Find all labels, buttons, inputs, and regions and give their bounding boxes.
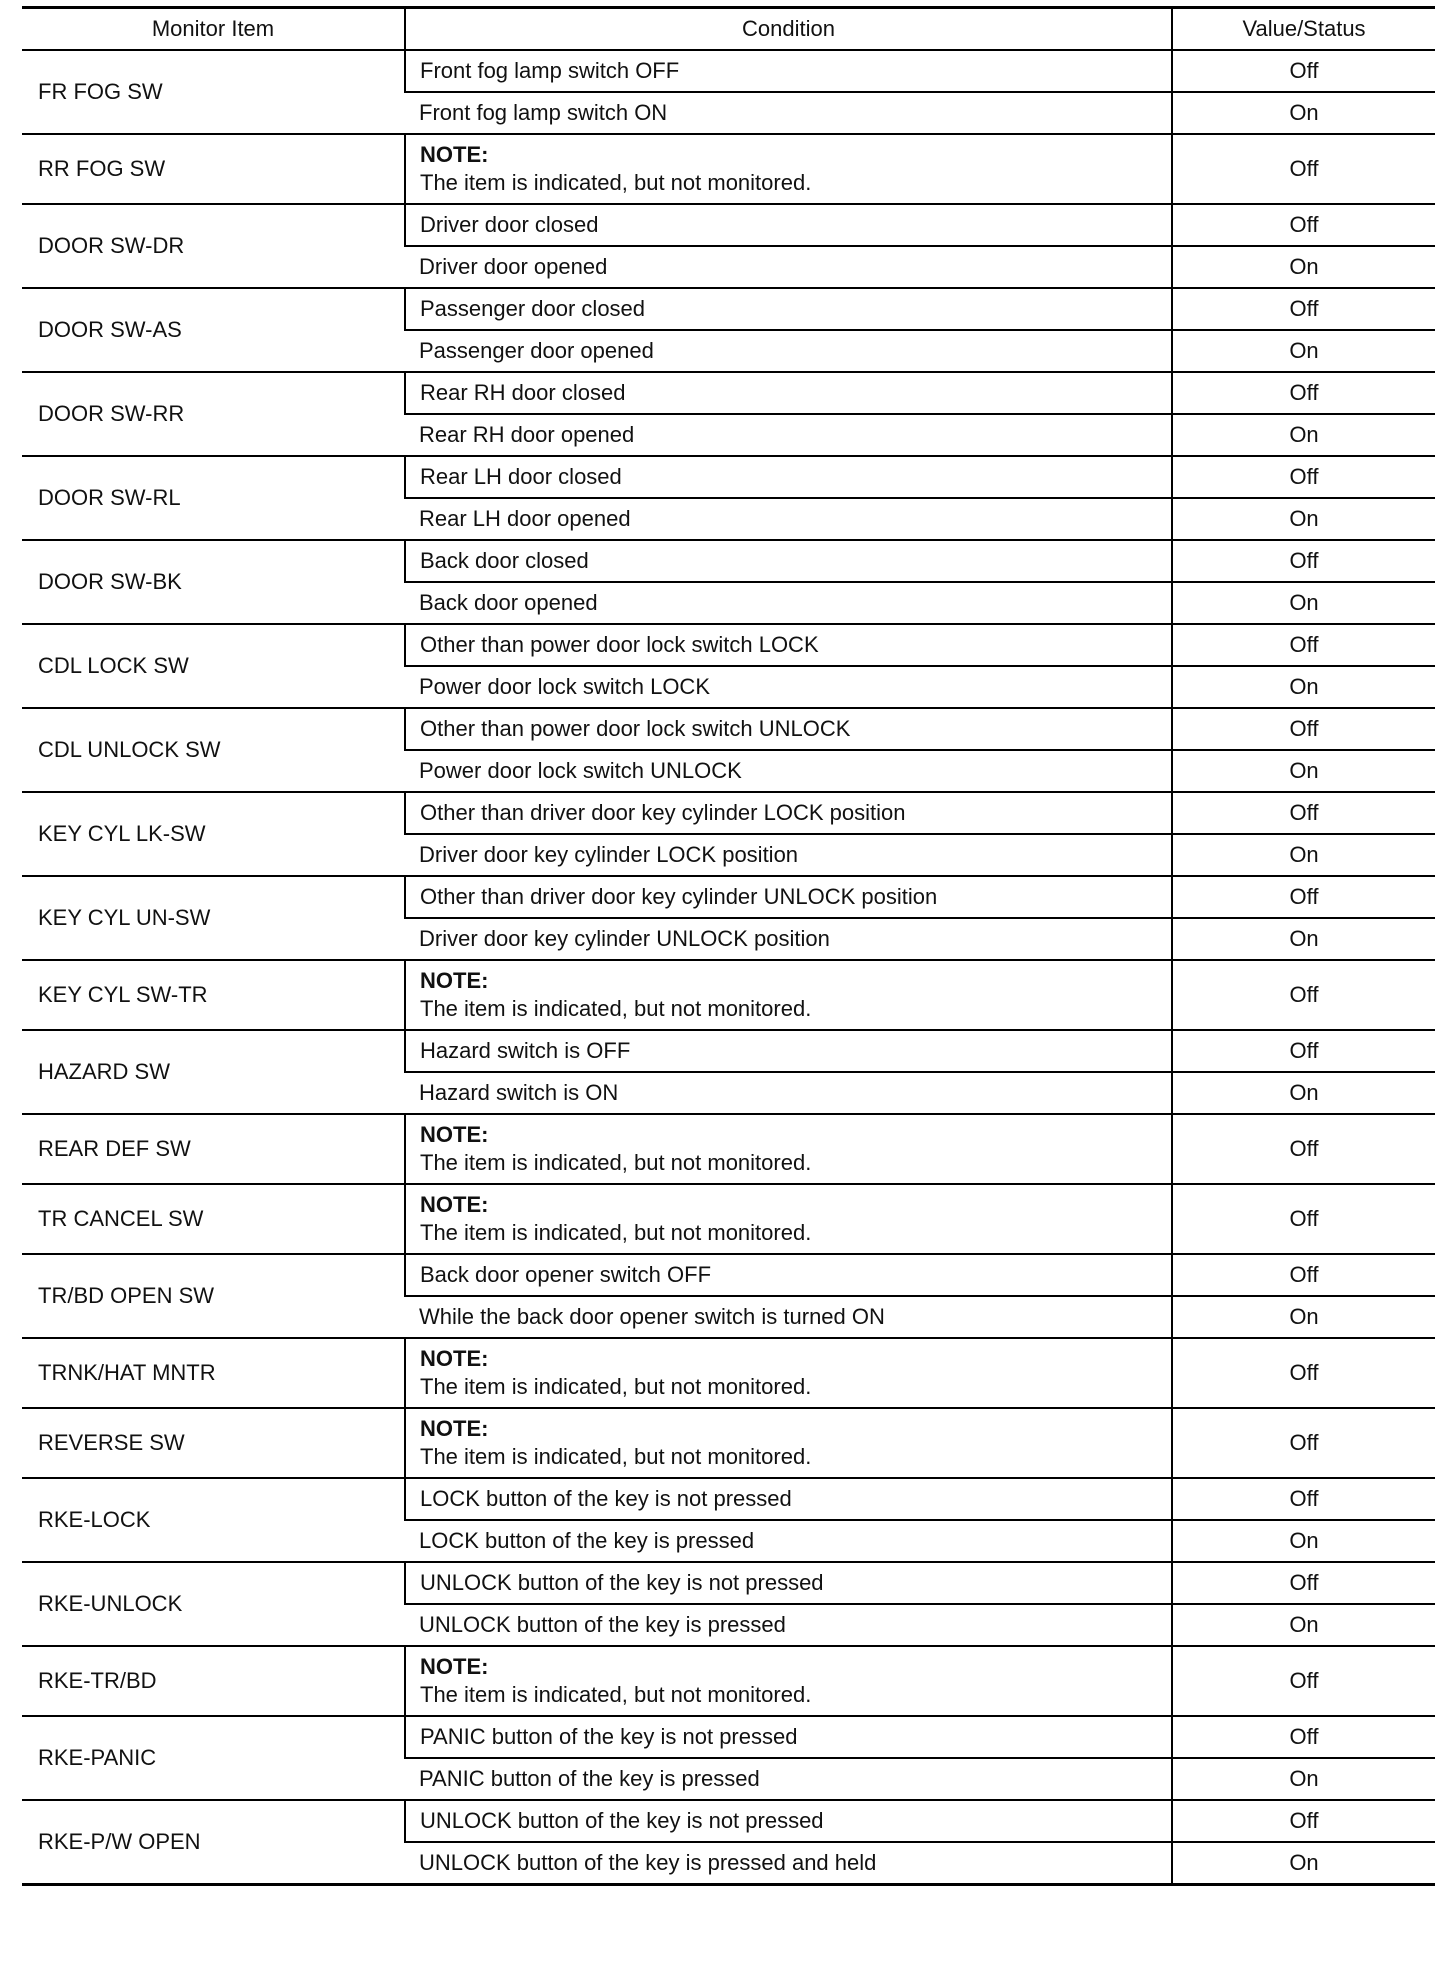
- value-status-cell: Off: [1172, 50, 1435, 92]
- condition-cell: PANIC button of the key is not pressed: [405, 1716, 1172, 1758]
- condition-cell: Driver door opened: [405, 246, 1172, 288]
- table-row: [22, 1716, 1435, 1758]
- value-status-cell: On: [1172, 246, 1435, 288]
- value-status-cell: Off: [1172, 1800, 1435, 1842]
- condition-cell: LOCK button of the key is not pressed: [405, 1478, 1172, 1520]
- header-monitor-item: Monitor Item: [22, 8, 405, 51]
- condition-cell: Back door opener switch OFF: [405, 1254, 1172, 1296]
- condition-cell: UNLOCK button of the key is pressed: [405, 1604, 1172, 1646]
- table-row: [22, 50, 1435, 92]
- monitor-item-cell: DOOR SW-AS: [22, 288, 405, 372]
- condition-cell: Power door lock switch UNLOCK: [405, 750, 1172, 792]
- table-row: [22, 1646, 1435, 1716]
- header-condition: Condition: [405, 8, 1172, 51]
- note-text: The item is indicated, but not monitored.: [420, 170, 812, 195]
- condition-cell: Back door opened: [405, 582, 1172, 624]
- condition-cell: Driver door key cylinder UNLOCK position: [405, 918, 1172, 960]
- value-status-cell: Off: [1172, 1254, 1435, 1296]
- value-status-cell: Off: [1172, 1114, 1435, 1184]
- monitor-item-cell: DOOR SW-RR: [22, 372, 405, 456]
- monitor-item-cell: RR FOG SW: [22, 134, 405, 204]
- note-text: The item is indicated, but not monitored.: [420, 1220, 812, 1245]
- table-row: [22, 960, 1435, 1030]
- monitor-item-cell: DOOR SW-BK: [22, 540, 405, 624]
- condition-note-cell: [405, 134, 1172, 204]
- value-status-cell: Off: [1172, 792, 1435, 834]
- monitor-item-cell: TR CANCEL SW: [22, 1184, 405, 1254]
- value-status-cell: Off: [1172, 1408, 1435, 1478]
- monitor-item-cell: REAR DEF SW: [22, 1114, 405, 1184]
- value-status-cell: Off: [1172, 288, 1435, 330]
- condition-cell: Driver door closed: [405, 204, 1172, 246]
- table-row: [22, 1562, 1435, 1604]
- note-text: The item is indicated, but not monitored.: [420, 1150, 812, 1175]
- condition-cell: Front fog lamp switch ON: [405, 92, 1172, 134]
- value-status-cell: On: [1172, 92, 1435, 134]
- value-status-cell: On: [1172, 414, 1435, 456]
- condition-note-cell: [405, 1408, 1172, 1478]
- table-header-row: [22, 8, 1435, 51]
- value-status-cell: Off: [1172, 1478, 1435, 1520]
- table-row: [22, 1478, 1435, 1520]
- monitor-item-cell: TR/BD OPEN SW: [22, 1254, 405, 1338]
- note-text: The item is indicated, but not monitored.: [420, 1444, 812, 1469]
- value-status-cell: Off: [1172, 1562, 1435, 1604]
- monitor-item-cell: KEY CYL LK-SW: [22, 792, 405, 876]
- value-status-cell: On: [1172, 750, 1435, 792]
- value-status-cell: On: [1172, 666, 1435, 708]
- table-row: [22, 134, 1435, 204]
- monitor-item-cell: HAZARD SW: [22, 1030, 405, 1114]
- value-status-cell: Off: [1172, 456, 1435, 498]
- monitor-item-cell: CDL LOCK SW: [22, 624, 405, 708]
- value-status-cell: On: [1172, 330, 1435, 372]
- value-status-cell: On: [1172, 582, 1435, 624]
- value-status-cell: Off: [1172, 540, 1435, 582]
- table-row: [22, 1030, 1435, 1072]
- condition-cell: Rear RH door closed: [405, 372, 1172, 414]
- monitor-item-cell: KEY CYL UN-SW: [22, 876, 405, 960]
- table-row: [22, 708, 1435, 750]
- value-status-cell: Off: [1172, 708, 1435, 750]
- note-label: NOTE:: [420, 1416, 489, 1441]
- value-status-cell: On: [1172, 498, 1435, 540]
- value-status-cell: On: [1172, 1758, 1435, 1800]
- value-status-cell: Off: [1172, 372, 1435, 414]
- condition-cell: Other than driver door key cylinder LOCK position: [405, 792, 1172, 834]
- table-row: [22, 204, 1435, 246]
- monitor-item-cell: REVERSE SW: [22, 1408, 405, 1478]
- value-status-cell: Off: [1172, 1338, 1435, 1408]
- value-status-cell: On: [1172, 1842, 1435, 1884]
- monitor-item-cell: RKE-LOCK: [22, 1478, 405, 1562]
- table-row: [22, 876, 1435, 918]
- condition-cell: Front fog lamp switch OFF: [405, 50, 1172, 92]
- condition-cell: While the back door opener switch is turned ON: [405, 1296, 1172, 1338]
- value-status-cell: On: [1172, 918, 1435, 960]
- monitor-item-cell: RKE-TR/BD: [22, 1646, 405, 1716]
- note-text: The item is indicated, but not monitored.: [420, 996, 812, 1021]
- condition-cell: LOCK button of the key is pressed: [405, 1520, 1172, 1562]
- monitor-item-table: [22, 6, 1435, 1886]
- monitor-item-cell: TRNK/HAT MNTR: [22, 1338, 405, 1408]
- note-label: NOTE:: [420, 1192, 489, 1217]
- monitor-item-cell: RKE-P/W OPEN: [22, 1800, 405, 1884]
- value-status-cell: Off: [1172, 1184, 1435, 1254]
- value-status-cell: On: [1172, 1072, 1435, 1114]
- condition-note-cell: [405, 1646, 1172, 1716]
- table-row: [22, 288, 1435, 330]
- condition-note-cell: [405, 960, 1172, 1030]
- condition-cell: UNLOCK button of the key is not pressed: [405, 1562, 1172, 1604]
- condition-cell: Other than power door lock switch LOCK: [405, 624, 1172, 666]
- monitor-item-cell: RKE-UNLOCK: [22, 1562, 405, 1646]
- value-status-cell: On: [1172, 1296, 1435, 1338]
- value-status-cell: Off: [1172, 1716, 1435, 1758]
- table-row: [22, 1114, 1435, 1184]
- value-status-cell: Off: [1172, 1646, 1435, 1716]
- table-row: [22, 1338, 1435, 1408]
- condition-cell: Other than power door lock switch UNLOCK: [405, 708, 1172, 750]
- condition-cell: Rear LH door closed: [405, 456, 1172, 498]
- table-body: [22, 50, 1435, 1884]
- table-row: [22, 1254, 1435, 1296]
- value-status-cell: On: [1172, 1604, 1435, 1646]
- value-status-cell: On: [1172, 1520, 1435, 1562]
- condition-cell: Hazard switch is OFF: [405, 1030, 1172, 1072]
- monitor-item-cell: CDL UNLOCK SW: [22, 708, 405, 792]
- note-label: NOTE:: [420, 1122, 489, 1147]
- monitor-item-cell: KEY CYL SW-TR: [22, 960, 405, 1030]
- condition-note-cell: [405, 1338, 1172, 1408]
- condition-cell: Other than driver door key cylinder UNLOCK position: [405, 876, 1172, 918]
- table-row: [22, 1184, 1435, 1254]
- condition-cell: UNLOCK button of the key is pressed and held: [405, 1842, 1172, 1884]
- note-label: NOTE:: [420, 142, 489, 167]
- condition-note-cell: [405, 1114, 1172, 1184]
- condition-cell: Passenger door opened: [405, 330, 1172, 372]
- value-status-cell: Off: [1172, 1030, 1435, 1072]
- value-status-cell: Off: [1172, 876, 1435, 918]
- monitor-item-cell: FR FOG SW: [22, 50, 405, 134]
- monitor-item-cell: DOOR SW-RL: [22, 456, 405, 540]
- monitor-item-cell: DOOR SW-DR: [22, 204, 405, 288]
- condition-cell: PANIC button of the key is pressed: [405, 1758, 1172, 1800]
- table-row: [22, 540, 1435, 582]
- note-text: The item is indicated, but not monitored.: [420, 1682, 812, 1707]
- note-label: NOTE:: [420, 968, 489, 993]
- value-status-cell: Off: [1172, 134, 1435, 204]
- condition-cell: Hazard switch is ON: [405, 1072, 1172, 1114]
- value-status-cell: Off: [1172, 960, 1435, 1030]
- condition-cell: UNLOCK button of the key is not pressed: [405, 1800, 1172, 1842]
- table-row: [22, 372, 1435, 414]
- table-row: [22, 456, 1435, 498]
- note-label: NOTE:: [420, 1654, 489, 1679]
- condition-cell: Rear LH door opened: [405, 498, 1172, 540]
- value-status-cell: Off: [1172, 624, 1435, 666]
- condition-note-cell: [405, 1184, 1172, 1254]
- table-row: [22, 792, 1435, 834]
- note-label: NOTE:: [420, 1346, 489, 1371]
- note-text: The item is indicated, but not monitored.: [420, 1374, 812, 1399]
- monitor-item-cell: RKE-PANIC: [22, 1716, 405, 1800]
- condition-cell: Power door lock switch LOCK: [405, 666, 1172, 708]
- value-status-cell: On: [1172, 834, 1435, 876]
- condition-cell: Back door closed: [405, 540, 1172, 582]
- header-value-status: Value/Status: [1172, 8, 1435, 51]
- condition-cell: Passenger door closed: [405, 288, 1172, 330]
- table-row: [22, 624, 1435, 666]
- condition-cell: Rear RH door opened: [405, 414, 1172, 456]
- table-row: [22, 1800, 1435, 1842]
- condition-cell: Driver door key cylinder LOCK position: [405, 834, 1172, 876]
- value-status-cell: Off: [1172, 204, 1435, 246]
- table-row: [22, 1408, 1435, 1478]
